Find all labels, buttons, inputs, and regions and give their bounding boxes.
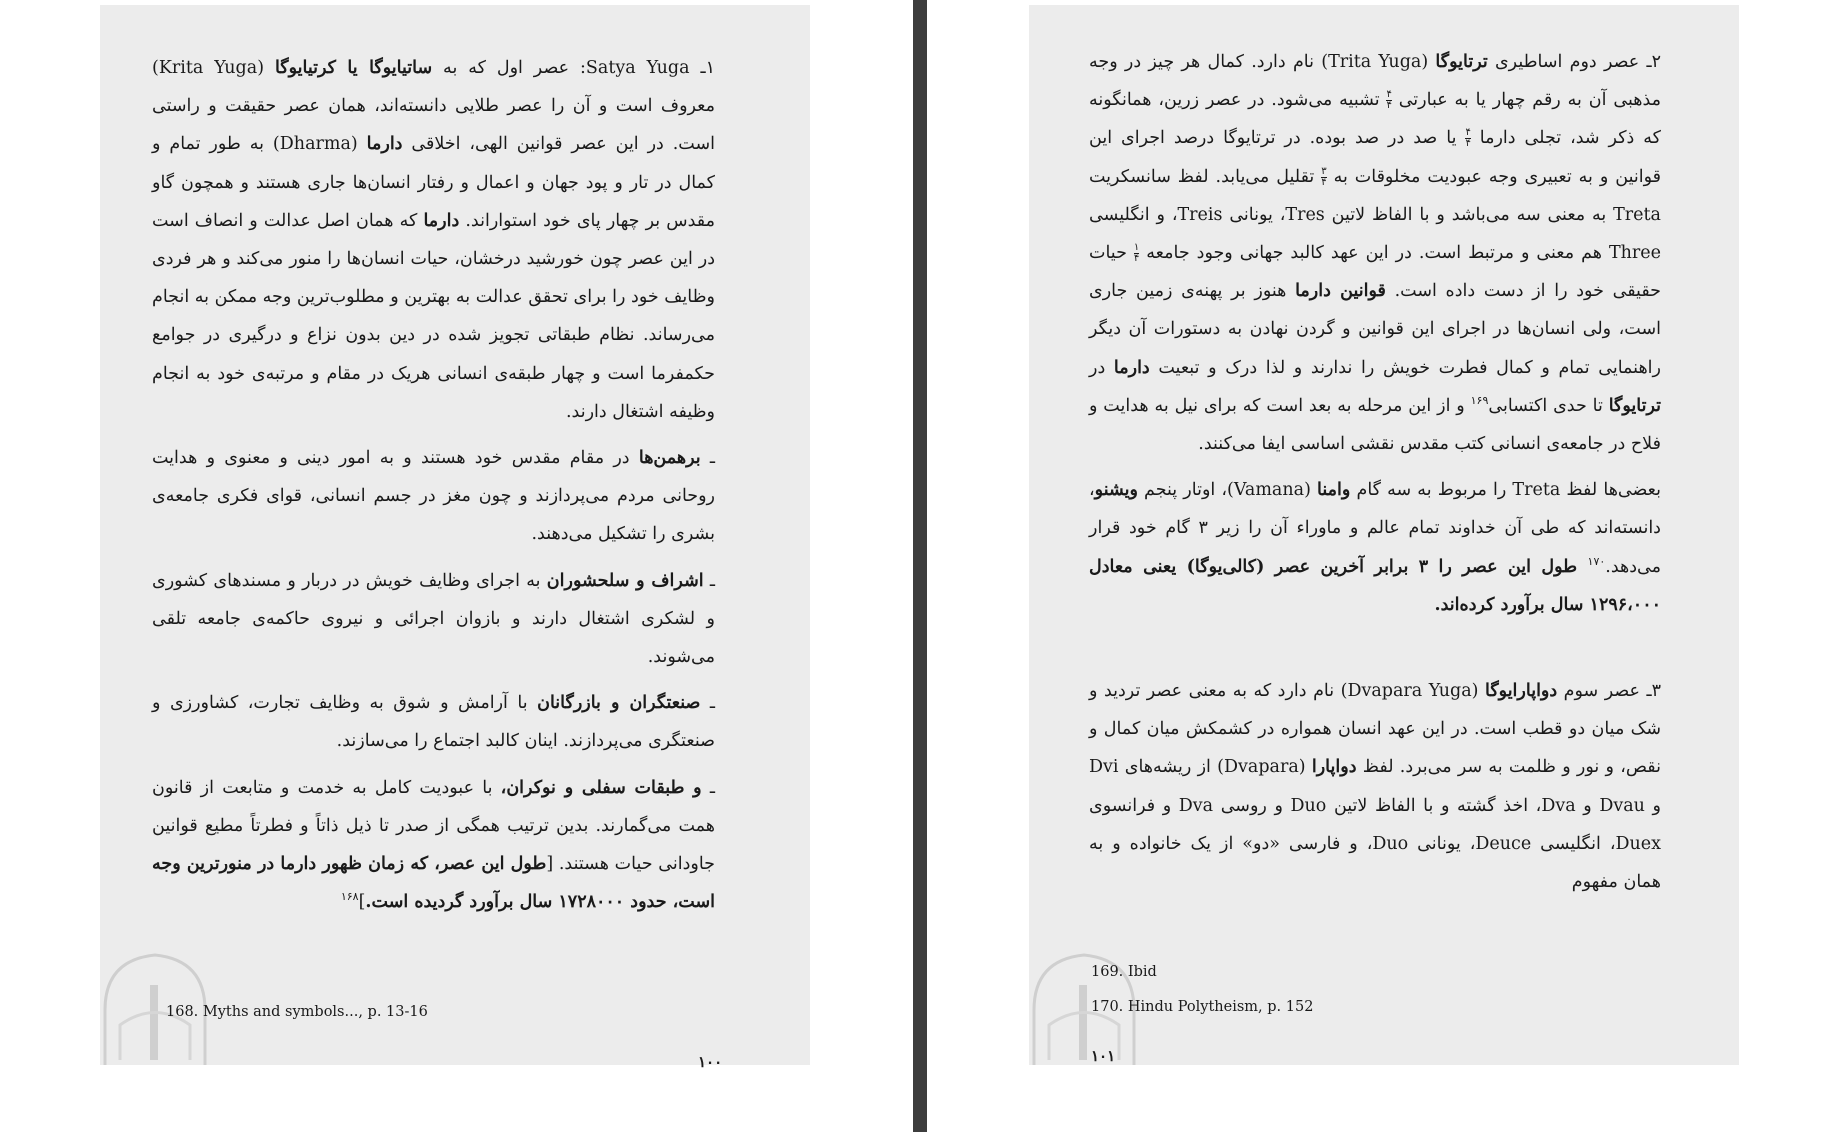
bold-term: وامنا [1317, 480, 1351, 501]
bold-term: دارما [1113, 357, 1150, 378]
left-page-body [152, 49, 715, 929]
text-run: تا حدی اکتسابی [1488, 395, 1609, 416]
paragraph-treta-vamana [1089, 471, 1661, 624]
text-run: تشبیه می‌شود. در عصر زرین، همانگونه که ذکر شد، تجلی دارما [1089, 90, 1661, 149]
text-run: با آرامش و شوق به وظایف تجارت، کشاورزی و صنعتگری می‌پردازند. اینان کالبد اجتماع را می‌سازند. [152, 693, 715, 752]
bold-term: طول این عصر را ۳ برابر آخرین عصر (کالی‌یوگا) یعنی معادل ۱۲۹۶،۰۰۰ سال برآورد کرده‌اند. [1089, 556, 1661, 615]
fraction-numerator: ۴ [1386, 89, 1392, 101]
text-run: با عبودیت کامل به خدمت و متابعت از قانون همت می‌گمارند. بدین ترتیب همگی از صدر تا ذیل ذاتاً و فطرتاً مطیع قوانین جاودانی حیات هستند. [ [152, 777, 715, 875]
bold-term: دواپارایوگا [1484, 681, 1558, 702]
text-run: حیات حقیقی خود را از دست داده است. [1089, 243, 1661, 302]
text-run: (Trita Yuga) نام دارد. کمال هر چیز در وجه مذهبی آن به رقم چهار یا به عبارتی [1089, 52, 1662, 111]
paragraph-gap [1089, 632, 1661, 672]
bold-term: دواپارا [1311, 757, 1357, 778]
footnote-marker: ۱۶۸ [340, 890, 359, 904]
fraction-numerator: ۴ [1465, 127, 1471, 139]
footnote-168: 168. Myths and symbols..., p. 13-16 [166, 1004, 428, 1020]
bold-term: ترتایوگا [1608, 395, 1662, 416]
fraction-denominator: ۴ [1465, 138, 1471, 150]
text-run: هنوز بر پهنه‌ی زمین جاری است، ولی انسان‌ها در اجرای این قوانین و گردن نهادن به دستورات آن دیگر راهنمایی تمام و کمال فطرت خویش را ندارند و لذا درک و تبعیت [1089, 281, 1661, 378]
paragraph-satya-yuga [152, 49, 715, 431]
text-run: ] [358, 892, 366, 913]
bold-term: اشراف و سلحشوران [546, 570, 704, 591]
bold-term: ویشنو [1094, 480, 1138, 501]
text-run: (Dvapara) از ریشه‌های Dvi و Dvau و Dva، اخذ گشته و با الفاظ لاتین Duo و روسی Dva و فرانسوی Duex، انگلیسی Deuce، یونانی Duo، و فارسی «دو» از یک خانواده و به همان مفهوم [1089, 757, 1662, 893]
text-run: ـ [703, 570, 715, 591]
text-run: (Vamana)، اوتار پنجم [1137, 480, 1318, 501]
paragraph-merchants [152, 684, 715, 760]
text-run: ـ [700, 448, 715, 469]
fraction-numerator: ۳ [1321, 165, 1327, 177]
text-run: ۳ـ عصر سوم [1557, 681, 1662, 702]
text-run: بعضی‌ها لفظ Treta را مربوط به سه گام [1350, 480, 1661, 501]
right-footnotes [1091, 955, 1313, 1025]
bold-term: صنعتگران و بازرگانان [537, 693, 701, 714]
fraction-denominator: ۴ [1386, 100, 1392, 112]
paragraph-brahmins [152, 439, 715, 554]
paragraph-dvapara-yuga [1089, 672, 1661, 901]
page-number-left: ۱۰۰ [698, 1053, 723, 1071]
fraction-denominator: ۴ [1321, 176, 1327, 188]
text-run: در مقام مقدس خود هستند و به امور دینی و معنوی و هدایت روحانی مردم می‌پردازند و چون مغز در جسم انسانی، قوای فکری جامعه‌ی بشری را تشکیل می‌دهند. [152, 448, 715, 545]
fraction-numerator: ۱ [1133, 242, 1140, 254]
paragraph-warriors [152, 562, 715, 677]
bold-term: و طبقات سفلی و نوکران، [500, 777, 702, 798]
bold-term: ساتیایوگا یا کرتیایوگا [274, 58, 433, 78]
left-page [100, 5, 810, 1071]
text-run: در [1089, 357, 1114, 378]
bold-term: دارما [366, 134, 403, 155]
bold-term: ترتایوگا [1435, 52, 1488, 72]
footnote-170: 170. Hindu Polytheism, p. 152 [1091, 999, 1314, 1015]
bold-term: طول این عصر، که زمان ظهور دارما در منورترین وجه است، حدود ۱۷۲۸۰۰۰ سال برآورد گردیده است. [152, 854, 715, 913]
text-run: یا صد در صد بوده. در ترتایوگا درصد اجرای این قوانین و به تعبیری وجه عبودیت مخلوقات به [1089, 128, 1662, 187]
right-page-body [1089, 43, 1661, 909]
text-run: ۲ـ عصر دوم اساطیری [1487, 52, 1662, 72]
text-run: تقلیل می‌یابد. لفظ سانسکریت Treta به معنی سه می‌باشد و با الفاظ لاتین Tres، یونانی Treis، و انگلیسی Three هم معنی و مرتبط است. در این عهد کالبد جهانی وجود جامعه [1089, 166, 1662, 264]
bold-term: برهمن‌ها [638, 448, 701, 469]
text-run: که همان اصل عدالت و انصاف است در این عصر چون خورشید درخشان، حیات انسان‌ها را منور می‌کند و هر فردی وظایف خود را برای تحقق عدالت به بهترین و مطلوب‌ترین وجه ممکن به انجام می‌رساند. نظام طبقاتی تجویز شده در دین بدون نزاع و درگیری در جوامع حکمفرما است و چهار طبقه‌ی انسانی هریک در مقام و مرتبه‌ی خود به انجام وظیفه اشتغال دارند. [152, 210, 715, 422]
text-run: (Krita Yuga) معروف است و آن را عصر طلایی دانسته‌اند، همان عصر حقیقت و راستی است. در این عصر قوانین الهی، اخلاقی [152, 58, 716, 155]
right-page [1029, 5, 1739, 1065]
left-footnotes [166, 995, 428, 1030]
text-run: به اجرای وظایف خویش در دربار و مسندهای کشوری و لشکری اشتغال دارند و بازوان اجرائی و نیروی حاکمه‌ی جامعه تلقی می‌شوند. [152, 570, 715, 668]
paragraph-servants [152, 769, 715, 922]
bold-term: قوانین دارما [1295, 281, 1386, 302]
footnote-marker: ۱۷۰ [1587, 554, 1606, 568]
text-run: ـ [701, 777, 715, 798]
bold-term: دارما [423, 210, 460, 231]
text-run: ، دانسته‌اند که طی آن خداوند تمام عالم و ماوراء آن را زیر ۳ گام خود قرار می‌دهد. [1089, 480, 1661, 577]
text-run: (Dvapara Yuga) نام دارد که به معنی عصر تردید و شک میان دو قطب است. در این عهد انسان همواره در کشمکش میان کمال و نقص، و نور و ظلمت به سر می‌برد. لفظ [1089, 681, 1662, 778]
fraction-denominator: ۴ [1133, 253, 1140, 265]
footnote-marker: ۱۶۹ [1470, 394, 1489, 407]
text-run: (Dharma) به طور تمام و کمال در تار و پود جهان و اعمال و رفتار انسان‌ها جاری هستند و همچون گاو مقدس بر چهار پای خود استواراند. [152, 134, 715, 231]
text-run: و از این مرحله به بعد است که برای نیل به هدایت و فلاح در جامعه‌ی انسانی کتب مقدس نقشی اساسی ایفا می‌کنند. [1089, 395, 1661, 455]
footnote-169: 169. Ibid [1091, 964, 1157, 980]
book-gutter [913, 0, 927, 1132]
paragraph-trita-yuga [1089, 43, 1661, 463]
text-run: ۱ـ Satya Yuga: عصر اول که به [432, 58, 715, 78]
page-number-right: ۱۰۱ [1091, 1047, 1116, 1065]
text-run: ـ [700, 693, 715, 714]
